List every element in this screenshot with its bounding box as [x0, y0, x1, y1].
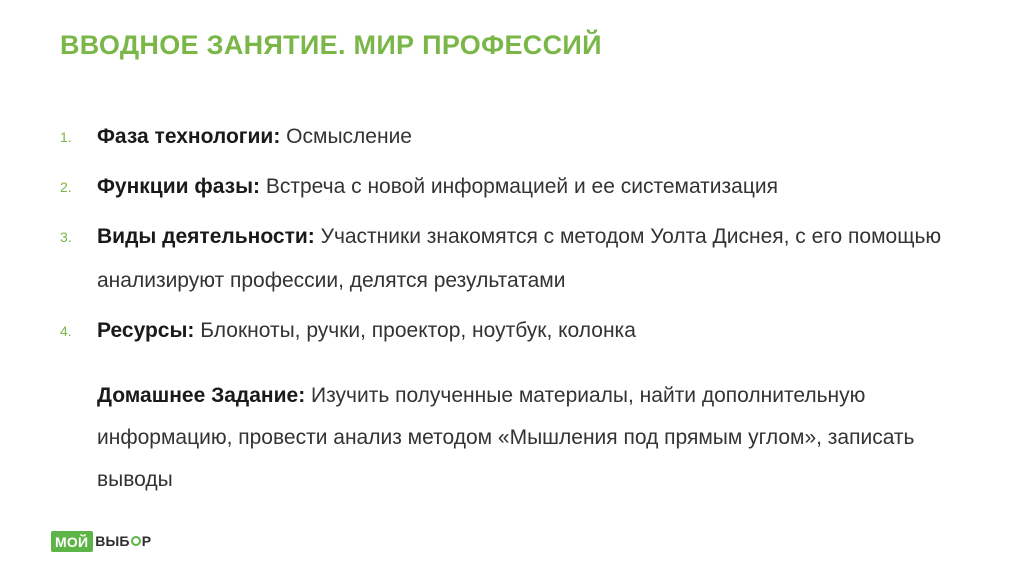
- slide-title: ВВОДНОЕ ЗАНЯТИЕ. МИР ПРОФЕССИЙ: [60, 30, 602, 60]
- logo-box: МОЙ: [51, 531, 93, 552]
- list-item-term: Фаза технологии:: [97, 125, 281, 148]
- list-item-number: 4.: [60, 323, 72, 339]
- list-item-number: 2.: [60, 179, 72, 195]
- list-item-number: 3.: [60, 229, 72, 245]
- list-item-text: Встреча с новой информацией и ее систематизация: [260, 175, 778, 198]
- homework-paragraph: [97, 375, 977, 501]
- list-item: [60, 165, 980, 209]
- list-item: [60, 309, 980, 353]
- list-item-term: Функции фазы:: [97, 175, 261, 198]
- list-item-number: 1.: [60, 129, 72, 145]
- list-item-text: Блокноты, ручки, проектор, ноутбук, колонка: [194, 319, 636, 342]
- list-item-term: Виды деятельности:: [97, 225, 315, 248]
- circle-o-icon: [131, 536, 141, 546]
- logo-text: [93, 533, 151, 549]
- list-item: [60, 215, 980, 303]
- homework-text: Изучить полученные материалы, найти дополнительную информацию, провести анализ методом «Мышления под прямым углом», записать выводы: [97, 384, 915, 491]
- list-item: [60, 115, 980, 159]
- list-item-term: Ресурсы:: [97, 319, 195, 342]
- info-list: [60, 115, 980, 359]
- homework-term: Домашнее Задание:: [97, 384, 306, 407]
- list-item-text: Осмысление: [280, 125, 412, 148]
- brand-logo: [51, 530, 151, 552]
- list-item-text: Участники знакомятся с методом Уолта Диснея, с его помощью анализируют профессии, делятся результатами: [97, 225, 942, 292]
- logo-text-part2: Р: [141, 533, 152, 549]
- logo-text-part1: ВЫБ: [95, 533, 130, 549]
